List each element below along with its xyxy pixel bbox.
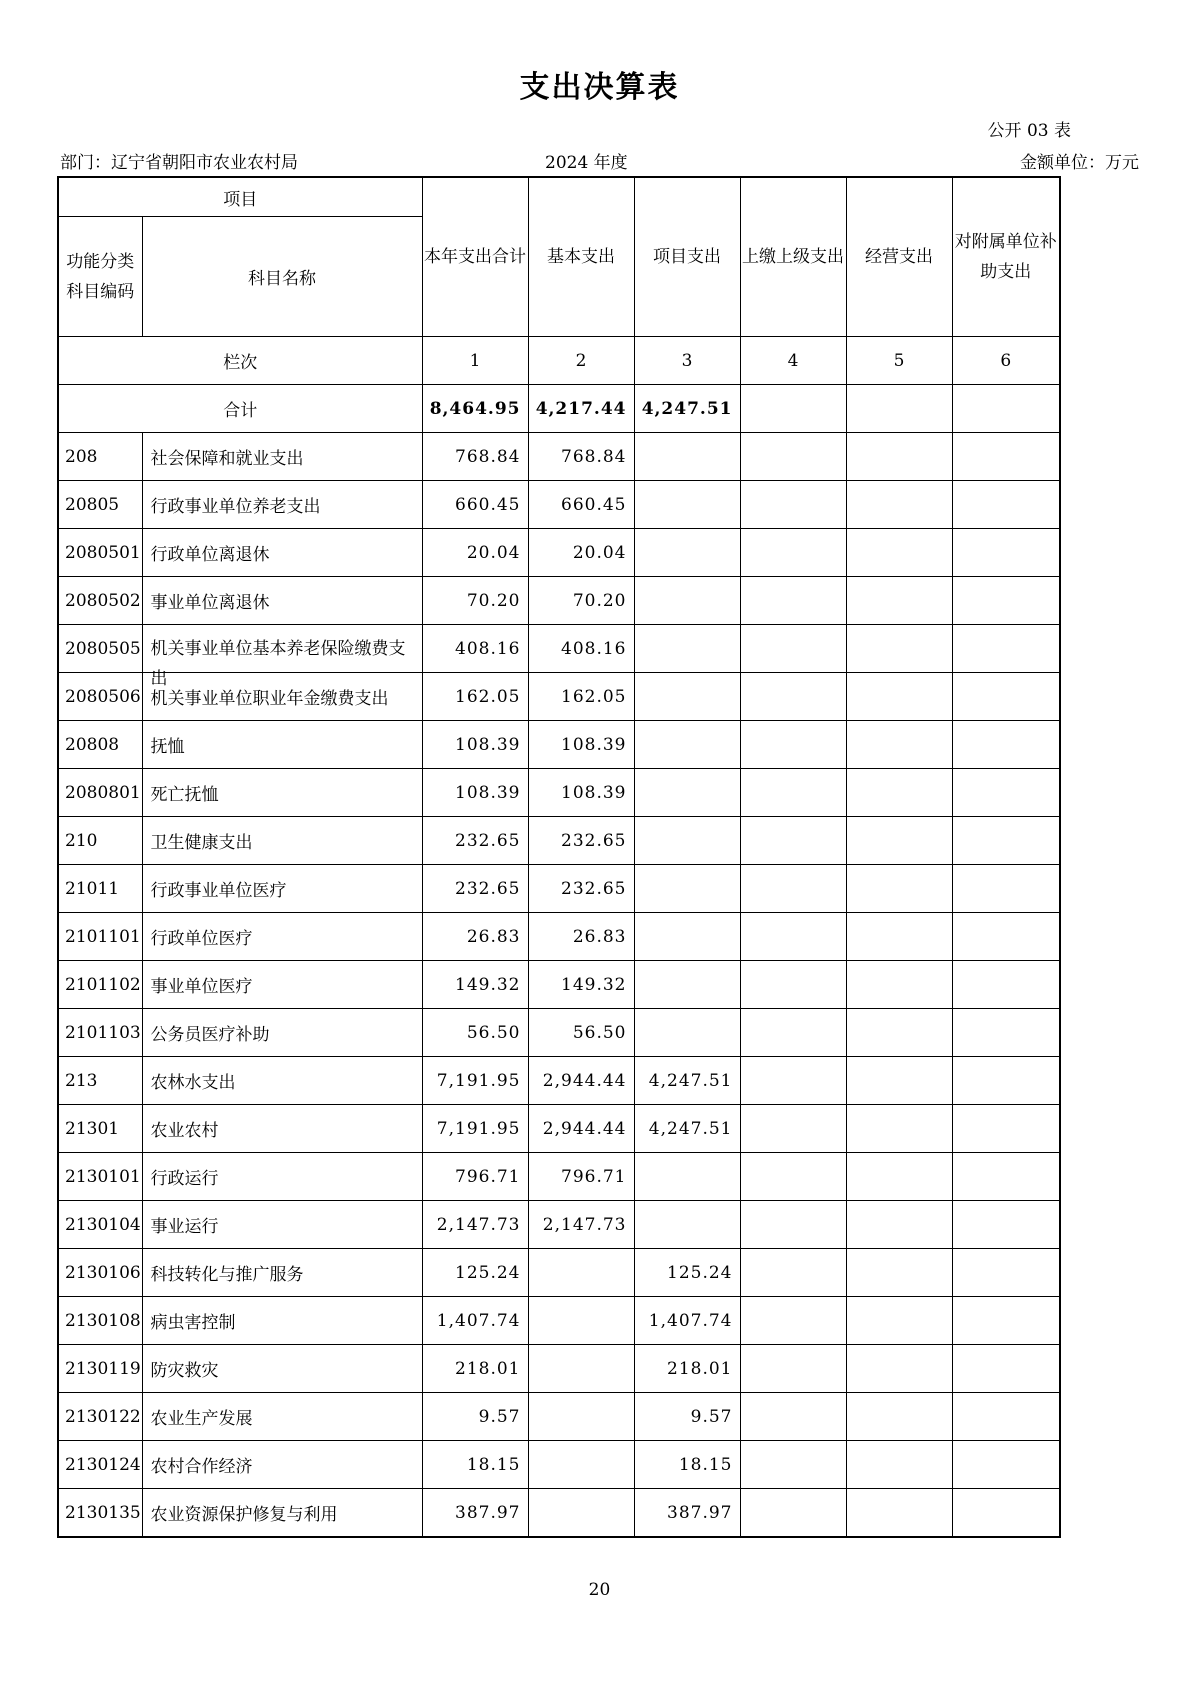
row-remit — [740, 481, 846, 529]
row-subsidy — [952, 769, 1060, 817]
header-col-project: 项目支出 — [634, 177, 740, 337]
row-name: 农业生产发展 — [142, 1393, 422, 1441]
row-name: 抚恤 — [142, 721, 422, 769]
row-remit — [740, 1441, 846, 1489]
row-code: 2080501 — [58, 529, 142, 577]
header-col-total: 本年支出合计 — [422, 177, 528, 337]
row-total: 768.84 — [422, 433, 528, 481]
row-business — [846, 1105, 952, 1153]
row-project: 4,247.51 — [634, 1057, 740, 1105]
row-name: 科技转化与推广服务 — [142, 1249, 422, 1297]
total-remit — [740, 385, 846, 433]
row-basic — [528, 1297, 634, 1345]
table-row — [58, 1297, 1060, 1345]
row-total: 2,147.73 — [422, 1201, 528, 1249]
row-total: 9.57 — [422, 1393, 528, 1441]
row-remit — [740, 1057, 846, 1105]
row-code: 2080506 — [58, 673, 142, 721]
row-subsidy — [952, 1057, 1060, 1105]
table-row — [58, 817, 1060, 865]
row-business — [846, 577, 952, 625]
row-name: 农业资源保护修复与利用 — [142, 1489, 422, 1538]
row-name: 事业单位医疗 — [142, 961, 422, 1009]
row-basic — [528, 1249, 634, 1297]
row-subsidy — [952, 433, 1060, 481]
row-subsidy — [952, 817, 1060, 865]
row-business — [846, 817, 952, 865]
row-business — [846, 769, 952, 817]
row-code: 2101101 — [58, 913, 142, 961]
row-project — [634, 1153, 740, 1201]
column-index: 6 — [952, 337, 1060, 385]
row-business — [846, 673, 952, 721]
row-business — [846, 433, 952, 481]
row-code: 2130135 — [58, 1489, 142, 1538]
row-total: 7,191.95 — [422, 1057, 528, 1105]
row-total: 232.65 — [422, 865, 528, 913]
row-business — [846, 913, 952, 961]
row-business — [846, 1201, 952, 1249]
row-basic: 2,944.44 — [528, 1057, 634, 1105]
row-business — [846, 721, 952, 769]
row-basic: 232.65 — [528, 817, 634, 865]
row-basic: 26.83 — [528, 913, 634, 961]
row-business — [846, 1441, 952, 1489]
row-remit — [740, 769, 846, 817]
row-project — [634, 817, 740, 865]
row-remit — [740, 529, 846, 577]
row-basic: 149.32 — [528, 961, 634, 1009]
row-total: 26.83 — [422, 913, 528, 961]
row-basic: 768.84 — [528, 433, 634, 481]
row-basic: 70.20 — [528, 577, 634, 625]
row-name: 机关事业单位职业年金缴费支出 — [142, 673, 422, 721]
row-project — [634, 865, 740, 913]
column-index: 4 — [740, 337, 846, 385]
row-name: 农业农村 — [142, 1105, 422, 1153]
row-code: 2080801 — [58, 769, 142, 817]
row-total: 20.04 — [422, 529, 528, 577]
header-name: 科目名称 — [142, 217, 422, 337]
row-name: 死亡抚恤 — [142, 769, 422, 817]
row-basic: 108.39 — [528, 721, 634, 769]
row-business — [846, 1249, 952, 1297]
table-row — [58, 913, 1060, 961]
row-total: 149.32 — [422, 961, 528, 1009]
row-basic: 162.05 — [528, 673, 634, 721]
row-remit — [740, 1489, 846, 1538]
row-business — [846, 529, 952, 577]
row-subsidy — [952, 1105, 1060, 1153]
row-basic — [528, 1345, 634, 1393]
row-remit — [740, 577, 846, 625]
row-remit — [740, 1201, 846, 1249]
row-code: 2130104 — [58, 1201, 142, 1249]
row-name: 事业运行 — [142, 1201, 422, 1249]
row-remit — [740, 1345, 846, 1393]
row-remit — [740, 1009, 846, 1057]
row-business — [846, 1393, 952, 1441]
row-basic: 660.45 — [528, 481, 634, 529]
row-code: 2130101 — [58, 1153, 142, 1201]
row-code: 2130119 — [58, 1345, 142, 1393]
row-total: 387.97 — [422, 1489, 528, 1538]
row-name: 卫生健康支出 — [142, 817, 422, 865]
row-code: 2130122 — [58, 1393, 142, 1441]
row-total: 7,191.95 — [422, 1105, 528, 1153]
row-business — [846, 1009, 952, 1057]
row-code: 21011 — [58, 865, 142, 913]
row-subsidy — [952, 1249, 1060, 1297]
row-business — [846, 1153, 952, 1201]
expenditure-table — [57, 176, 1061, 1538]
table-row — [58, 961, 1060, 1009]
row-basic — [528, 1441, 634, 1489]
row-name: 病虫害控制 — [142, 1297, 422, 1345]
row-project: 387.97 — [634, 1489, 740, 1538]
row-code: 20805 — [58, 481, 142, 529]
row-project — [634, 1201, 740, 1249]
row-total: 796.71 — [422, 1153, 528, 1201]
column-index: 5 — [846, 337, 952, 385]
row-name: 农林水支出 — [142, 1057, 422, 1105]
row-project — [634, 769, 740, 817]
row-code: 2130106 — [58, 1249, 142, 1297]
row-subsidy — [952, 961, 1060, 1009]
header-col-subsidy: 对附属单位补助支出 — [952, 177, 1060, 337]
row-total: 218.01 — [422, 1345, 528, 1393]
row-project: 218.01 — [634, 1345, 740, 1393]
total-row — [58, 385, 1060, 433]
column-index-label: 栏次 — [58, 337, 422, 385]
row-project — [634, 481, 740, 529]
row-code: 208 — [58, 433, 142, 481]
total-business — [846, 385, 952, 433]
table-row — [58, 1489, 1060, 1538]
row-subsidy — [952, 865, 1060, 913]
row-subsidy — [952, 913, 1060, 961]
table-row — [58, 1201, 1060, 1249]
row-basic — [528, 1489, 634, 1538]
row-business — [846, 1297, 952, 1345]
row-remit — [740, 817, 846, 865]
department-label: 部门：辽宁省朝阳市农业农村局 — [60, 153, 298, 173]
row-name — [142, 625, 422, 689]
row-total: 162.05 — [422, 673, 528, 721]
table-row — [58, 1105, 1060, 1153]
table-row — [58, 1249, 1060, 1297]
row-subsidy — [952, 1153, 1060, 1201]
row-code: 2130108 — [58, 1297, 142, 1345]
row-project — [634, 433, 740, 481]
row-total: 56.50 — [422, 1009, 528, 1057]
fiscal-year: 2024 年度 — [545, 153, 628, 173]
row-remit — [740, 1393, 846, 1441]
row-remit — [740, 721, 846, 769]
total-basic: 4,217.44 — [528, 385, 634, 433]
row-basic: 108.39 — [528, 769, 634, 817]
row-code: 2080505 — [58, 625, 142, 673]
row-project — [634, 577, 740, 625]
header-col-basic: 基本支出 — [528, 177, 634, 337]
row-project: 125.24 — [634, 1249, 740, 1297]
table-row — [58, 865, 1060, 913]
row-remit — [740, 1153, 846, 1201]
row-total: 108.39 — [422, 769, 528, 817]
row-project: 9.57 — [634, 1393, 740, 1441]
total-subsidy — [952, 385, 1060, 433]
row-code: 2101102 — [58, 961, 142, 1009]
row-total: 108.39 — [422, 721, 528, 769]
column-index: 3 — [634, 337, 740, 385]
row-subsidy — [952, 673, 1060, 721]
row-code: 2101103 — [58, 1009, 142, 1057]
row-subsidy — [952, 1201, 1060, 1249]
row-subsidy — [952, 481, 1060, 529]
row-name: 行政事业单位养老支出 — [142, 481, 422, 529]
row-name: 行政运行 — [142, 1153, 422, 1201]
table-number: 公开 03 表 — [987, 121, 1071, 141]
row-project: 4,247.51 — [634, 1105, 740, 1153]
table-row — [58, 673, 1060, 721]
row-subsidy — [952, 1489, 1060, 1538]
page-number: 20 — [588, 1580, 611, 1600]
row-project: 1,407.74 — [634, 1297, 740, 1345]
row-total: 125.24 — [422, 1249, 528, 1297]
column-index: 2 — [528, 337, 634, 385]
row-code: 21301 — [58, 1105, 142, 1153]
row-code: 2080502 — [58, 577, 142, 625]
table-row — [58, 577, 1060, 625]
row-business — [846, 1345, 952, 1393]
row-code: 210 — [58, 817, 142, 865]
row-remit — [740, 433, 846, 481]
header-col-business: 经营支出 — [846, 177, 952, 337]
header-item: 项目 — [58, 177, 422, 217]
row-business — [846, 961, 952, 1009]
row-business — [846, 1057, 952, 1105]
row-name: 行政事业单位医疗 — [142, 865, 422, 913]
row-total: 408.16 — [422, 625, 528, 673]
total-sum: 8,464.95 — [422, 385, 528, 433]
table-row — [58, 1393, 1060, 1441]
row-basic: 2,147.73 — [528, 1201, 634, 1249]
table-row — [58, 625, 1060, 673]
row-business — [846, 481, 952, 529]
row-name: 行政单位离退休 — [142, 529, 422, 577]
row-project — [634, 961, 740, 1009]
row-total: 1,407.74 — [422, 1297, 528, 1345]
row-remit — [740, 1105, 846, 1153]
row-name: 行政单位医疗 — [142, 913, 422, 961]
row-name: 公务员医疗补助 — [142, 1009, 422, 1057]
row-project — [634, 625, 740, 673]
row-name: 防灾救灾 — [142, 1345, 422, 1393]
row-subsidy — [952, 721, 1060, 769]
table-row — [58, 529, 1060, 577]
row-basic: 20.04 — [528, 529, 634, 577]
row-total: 660.45 — [422, 481, 528, 529]
table-row — [58, 1345, 1060, 1393]
row-remit — [740, 1297, 846, 1345]
row-name-text: 机关事业单位基本养老保险缴费支出 — [150, 638, 406, 689]
row-subsidy — [952, 1297, 1060, 1345]
row-project — [634, 1009, 740, 1057]
table-row — [58, 1009, 1060, 1057]
row-total: 18.15 — [422, 1441, 528, 1489]
table-row — [58, 1057, 1060, 1105]
row-subsidy — [952, 529, 1060, 577]
row-subsidy — [952, 1345, 1060, 1393]
row-name: 事业单位离退休 — [142, 577, 422, 625]
amount-unit: 金额单位：万元 — [1020, 153, 1139, 173]
total-project: 4,247.51 — [634, 385, 740, 433]
row-basic: 56.50 — [528, 1009, 634, 1057]
row-total: 232.65 — [422, 817, 528, 865]
table-row — [58, 1153, 1060, 1201]
row-name: 农村合作经济 — [142, 1441, 422, 1489]
row-code: 213 — [58, 1057, 142, 1105]
row-code: 2130124 — [58, 1441, 142, 1489]
row-name: 社会保障和就业支出 — [142, 433, 422, 481]
meta-row — [60, 148, 1139, 172]
row-basic: 796.71 — [528, 1153, 634, 1201]
row-remit — [740, 961, 846, 1009]
row-subsidy — [952, 1009, 1060, 1057]
row-business — [846, 1489, 952, 1538]
row-remit — [740, 865, 846, 913]
row-subsidy — [952, 1441, 1060, 1489]
row-basic: 232.65 — [528, 865, 634, 913]
row-subsidy — [952, 577, 1060, 625]
row-remit — [740, 913, 846, 961]
row-business — [846, 865, 952, 913]
row-project: 18.15 — [634, 1441, 740, 1489]
table-row — [58, 481, 1060, 529]
header-code: 功能分类科目编码 — [58, 217, 142, 337]
row-subsidy — [952, 1393, 1060, 1441]
row-project — [634, 913, 740, 961]
table-row — [58, 721, 1060, 769]
column-index: 1 — [422, 337, 528, 385]
row-code: 20808 — [58, 721, 142, 769]
total-label: 合计 — [58, 385, 422, 433]
row-business — [846, 625, 952, 673]
row-subsidy — [952, 625, 1060, 673]
table-row — [58, 433, 1060, 481]
row-remit — [740, 673, 846, 721]
row-basic: 408.16 — [528, 625, 634, 673]
row-project — [634, 721, 740, 769]
row-basic — [528, 1393, 634, 1441]
table-row — [58, 769, 1060, 817]
row-total: 70.20 — [422, 577, 528, 625]
page-title: 支出决算表 — [519, 70, 680, 105]
row-remit — [740, 1249, 846, 1297]
table-row — [58, 1441, 1060, 1489]
row-remit — [740, 625, 846, 673]
row-basic: 2,944.44 — [528, 1105, 634, 1153]
header-col-remit: 上缴上级支出 — [740, 177, 846, 337]
row-project — [634, 673, 740, 721]
row-project — [634, 529, 740, 577]
